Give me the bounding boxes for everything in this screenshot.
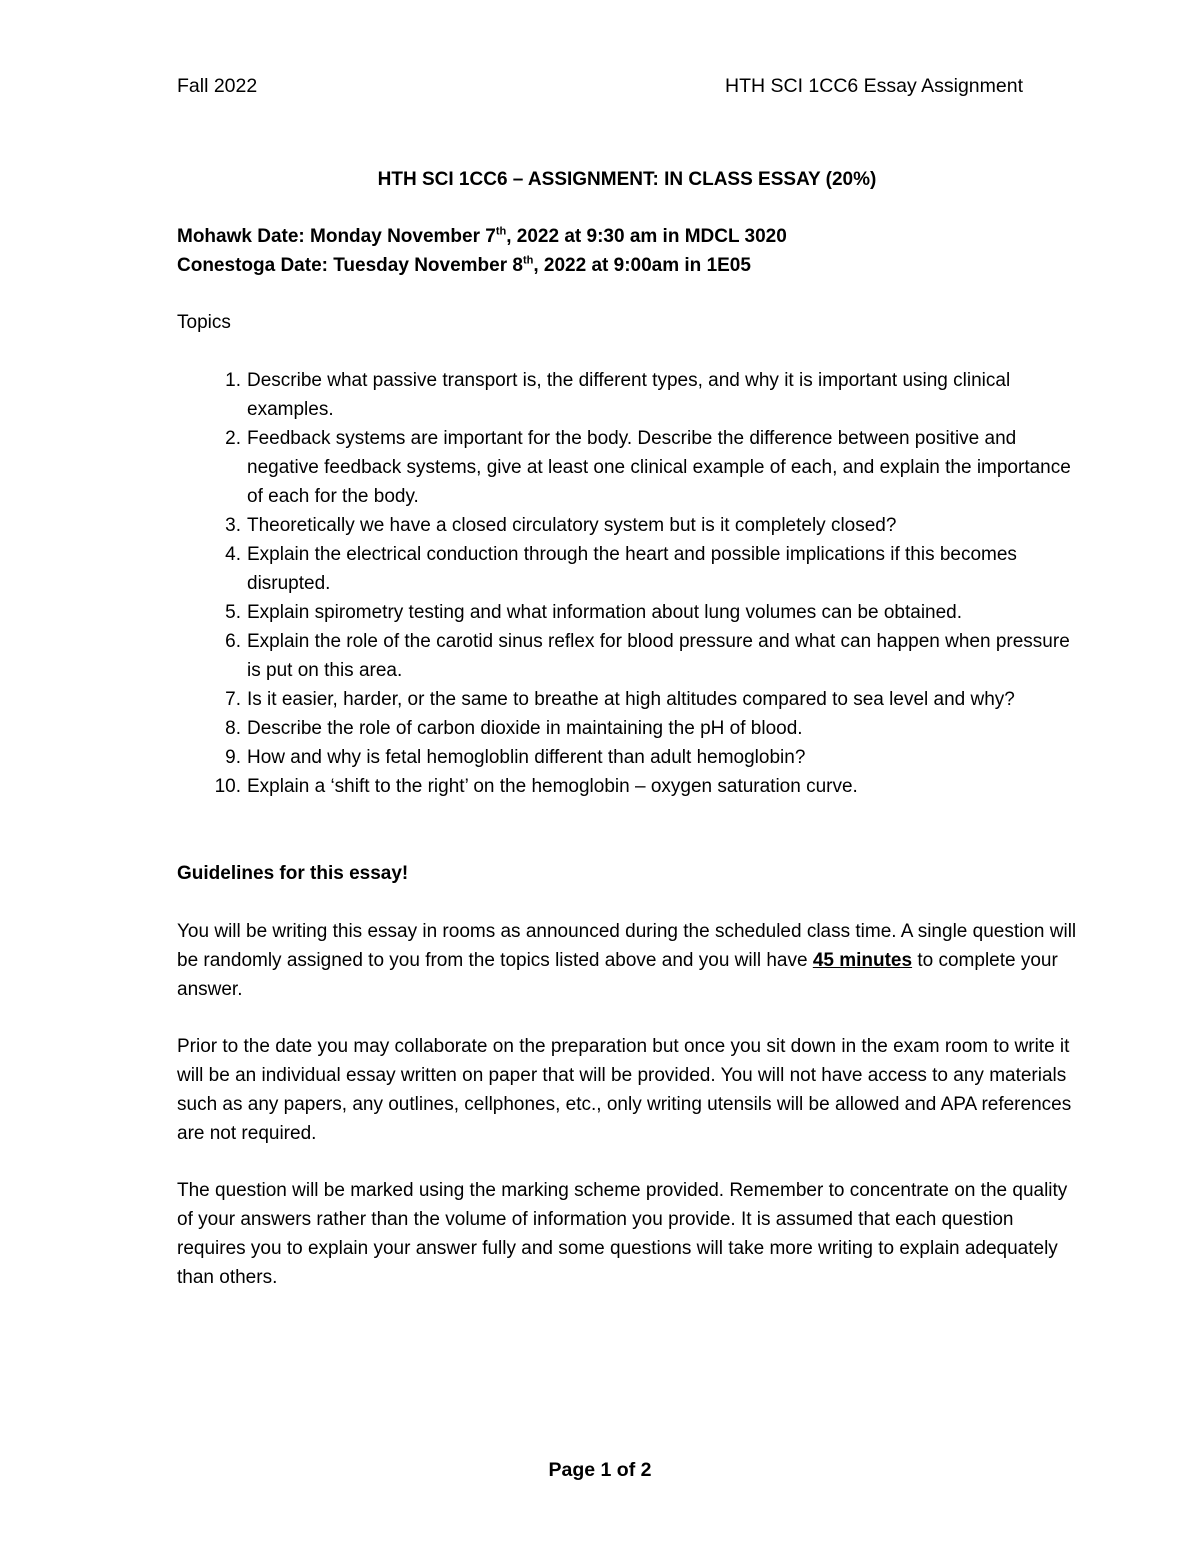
list-item bbox=[177, 714, 1077, 743]
list-item bbox=[177, 598, 1077, 627]
time-limit-emphasis: 45 minutes bbox=[812, 950, 913, 971]
list-item-text: Describe the role of carbon dioxide in maintaining the pH of blood. bbox=[247, 718, 803, 739]
list-item bbox=[177, 366, 1077, 424]
page-number: Page 1 of 2 bbox=[548, 1459, 652, 1481]
list-item-number: 6. bbox=[225, 631, 241, 652]
list-item-text: Explain the role of the carotid sinus reflex for blood pressure and what can happen when pressure is put on this area. bbox=[247, 631, 1070, 681]
list-item bbox=[177, 627, 1077, 685]
list-item-number: 1. bbox=[225, 370, 241, 391]
mohawk-date bbox=[177, 222, 1077, 251]
list-item-text: Explain the electrical conduction through the heart and possible implications if this becomes disrupted. bbox=[247, 544, 1017, 594]
list-item bbox=[177, 511, 1077, 540]
list-item-number: 2. bbox=[225, 428, 241, 449]
mohawk-date-sup: th bbox=[495, 225, 507, 238]
paragraph-text: You will be writing this essay in rooms as announced during the scheduled class time. A single question will be randomly assigned to you from the topics listed above and you will have bbox=[177, 921, 1077, 971]
list-item-number: 3. bbox=[225, 515, 241, 536]
list-item-text: Feedback systems are important for the body. Describe the difference between positive and negative feedback systems, give at least one clinical example of each, and explain the importance of each for the body. bbox=[247, 428, 1071, 507]
list-item-text: Theoretically we have a closed circulatory system but is it completely closed? bbox=[247, 515, 897, 536]
list-item-text: Describe what passive transport is, the different types, and why it is important using clinical examples. bbox=[247, 370, 1011, 420]
list-item-number: 8. bbox=[225, 718, 241, 739]
header-term: Fall 2022 bbox=[177, 75, 258, 97]
conestoga-date bbox=[177, 251, 1077, 280]
list-item bbox=[177, 743, 1077, 772]
conestoga-date-suffix: , 2022 at 9:00am in 1E05 bbox=[533, 255, 751, 276]
list-item-number: 9. bbox=[225, 747, 241, 768]
list-item-text: Explain a ‘shift to the right’ on the hemoglobin – oxygen saturation curve. bbox=[247, 776, 858, 797]
list-item-number: 7. bbox=[225, 689, 241, 710]
conestoga-date-sup: th bbox=[522, 254, 534, 267]
guidelines-paragraph-2: Prior to the date you may collaborate on the preparation but once you sit down in the exam room to write it will be an individual essay written on paper that will be provided. You will not have access to any materials such as any papers, any outlines, cellphones, etc., only writing utensils will be allowed and APA references are not required. bbox=[177, 1036, 1072, 1144]
list-item-text: Explain spirometry testing and what information about lung volumes can be obtained. bbox=[247, 602, 963, 623]
list-item bbox=[177, 772, 1077, 801]
list-item-number: 5. bbox=[225, 602, 241, 623]
topics-heading: Topics bbox=[177, 312, 231, 333]
list-item bbox=[177, 540, 1077, 598]
list-item bbox=[177, 424, 1077, 511]
list-item-text: Is it easier, harder, or the same to breathe at high altitudes compared to sea level and why? bbox=[247, 689, 1015, 710]
guidelines-paragraph-1 bbox=[177, 917, 1077, 1004]
guidelines-heading: Guidelines for this essay! bbox=[177, 863, 409, 884]
topics-list bbox=[177, 366, 1077, 801]
list-item-number: 10. bbox=[214, 776, 241, 797]
document-body bbox=[177, 165, 1077, 1292]
list-item bbox=[177, 685, 1077, 714]
header-course: HTH SCI 1CC6 Essay Assignment bbox=[724, 75, 1023, 97]
list-item-number: 4. bbox=[225, 544, 241, 565]
conestoga-date-prefix: Conestoga Date: Tuesday November 8 bbox=[177, 255, 523, 276]
paragraph-text: to complete your answer. bbox=[177, 950, 1058, 1000]
mohawk-date-suffix: , 2022 at 9:30 am in MDCL 3020 bbox=[506, 226, 787, 247]
mohawk-date-prefix: Mohawk Date: Monday November 7 bbox=[177, 226, 496, 247]
guidelines-paragraph-3: The question will be marked using the marking scheme provided. Remember to concentrate on the quality of your answers rather than the volume of information you provide. It is assumed that each question requires you to explain your answer fully and some questions will take more writing to explain adequately than others. bbox=[177, 1180, 1068, 1288]
list-item-text: How and why is fetal hemogloblin different than adult hemoglobin? bbox=[247, 747, 806, 768]
page-title: HTH SCI 1CC6 – ASSIGNMENT: IN CLASS ESSAY (20%) bbox=[377, 169, 877, 190]
